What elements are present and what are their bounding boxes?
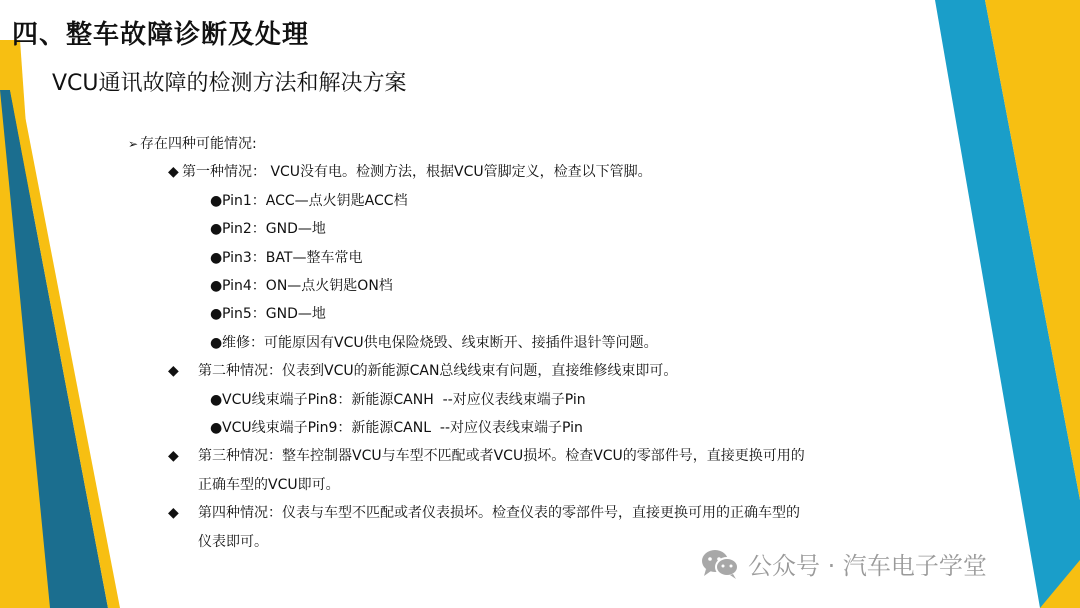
diamond-bullet-icon: ◆ <box>168 448 179 465</box>
case1-item-text: Pin5：GND—地 <box>222 306 326 323</box>
case1-item-text: Pin4：ON—点火钥匙ON档 <box>222 278 393 295</box>
case4-line <box>124 499 924 527</box>
case1-text: 第一种情况： VCU没有电。检测方法，根据VCU管脚定义，检查以下管脚。 <box>182 164 652 181</box>
case1-item-text: Pin3：BAT—整车常电 <box>222 249 363 266</box>
dot-bullet-icon: ● <box>210 221 223 238</box>
case1-item-text: 维修：可能原因有VCU供电保险烧毁、线束断开、接插件退针等问题。 <box>222 334 658 351</box>
case3-line <box>124 442 924 470</box>
diamond-bullet-icon: ◆ <box>168 505 179 522</box>
case2-item-text: VCU线束端子Pin9：新能源CANL --对应仪表线束端子Pin <box>222 420 583 437</box>
case1-item-text: Pin2：GND—地 <box>222 221 326 238</box>
diamond-bullet-icon: ◆ <box>168 363 179 380</box>
case1-item <box>124 215 924 243</box>
dot-bullet-icon: ● <box>210 420 223 437</box>
case1-item <box>124 329 924 357</box>
dot-bullet-icon: ● <box>210 334 223 351</box>
arrow-bullet-icon: ➢ <box>128 137 139 151</box>
dot-bullet-icon: ● <box>210 192 223 209</box>
watermark <box>700 546 987 581</box>
case4-text-cont: 仪表即可。 <box>198 533 268 550</box>
case2-item <box>124 414 924 442</box>
case1-line <box>124 158 924 186</box>
case1-item <box>124 272 924 300</box>
case2-text: 第二种情况：仪表到VCU的新能源CAN总线线束有问题，直接维修线束即可。 <box>198 363 678 380</box>
dot-bullet-icon: ● <box>210 306 223 323</box>
case4-text: 第四种情况：仪表与车型不匹配或者仪表损坏。检查仪表的零部件号，直接更换可用的正确车型的 <box>198 505 800 522</box>
page-title: 四、整车故障诊断及处理 <box>12 20 310 50</box>
dot-bullet-icon: ● <box>210 278 223 295</box>
intro-line <box>124 130 924 158</box>
case3-text-cont: 正确车型的VCU即可。 <box>198 476 340 493</box>
dot-bullet-icon: ● <box>210 391 223 408</box>
case2-item-text: VCU线束端子Pin8：新能源CANH --对应仪表线束端子Pin <box>222 391 586 408</box>
intro-text: 存在四种可能情况: <box>140 136 257 152</box>
case2-item <box>124 386 924 414</box>
case1-item-text: Pin1：ACC—点火钥匙ACC档 <box>222 192 408 209</box>
wechat-icon <box>700 548 740 580</box>
dot-bullet-icon: ● <box>210 249 223 266</box>
content-body <box>124 130 924 556</box>
case1-item <box>124 300 924 328</box>
case2-line <box>124 357 924 385</box>
diamond-bullet-icon: ◆ <box>168 164 179 181</box>
case3-text: 第三种情况：整车控制器VCU与车型不匹配或者VCU损坏。检查VCU的零部件号，直接更换可用的 <box>198 448 805 465</box>
case3-continuation <box>124 471 924 499</box>
case1-item <box>124 187 924 215</box>
watermark-text: 公众号 · 汽车电子学堂 <box>748 552 987 580</box>
case1-item <box>124 244 924 272</box>
page-subtitle: VCU通讯故障的检测方法和解决方案 <box>52 71 407 96</box>
